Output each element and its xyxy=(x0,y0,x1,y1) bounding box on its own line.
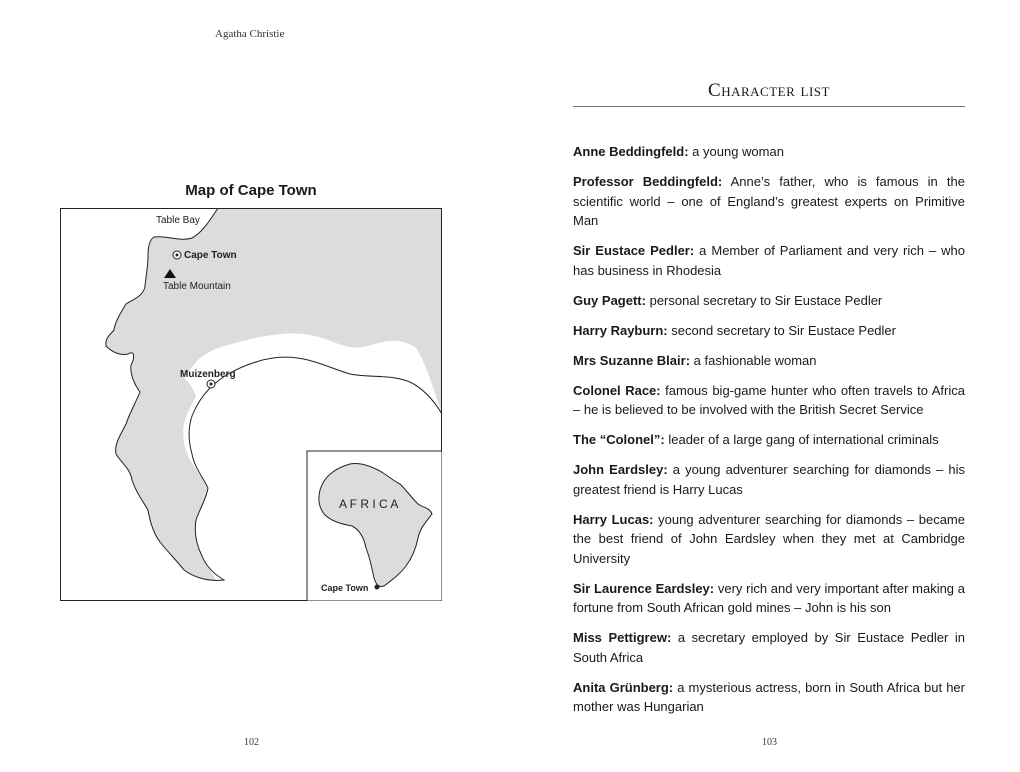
character-name: Miss Pettigrew: xyxy=(573,630,672,645)
character-description: a mysterious actress, born in South Africa but her mother was Hungarian xyxy=(573,679,965,714)
character-description: famous big-game hunter who often travels to Africa – he is believed to be involved with the British Secret Service xyxy=(573,382,965,417)
character-name: Guy Pagett: xyxy=(573,292,646,308)
inset-cape-town-marker xyxy=(375,585,380,590)
label-table-mountain: Table Mountain xyxy=(163,281,231,292)
character-name: Sir Laurence Eardsley: xyxy=(573,580,715,596)
label-cape-town: Cape Town xyxy=(184,250,237,261)
character-name: Professor Beddingfeld: xyxy=(573,174,723,189)
page-number-left: 102 xyxy=(244,737,259,748)
muizenberg-marker xyxy=(207,380,215,388)
character-name: Sir Eustace Pedler: xyxy=(573,243,695,258)
character-description: a young adventurer searching for diamonds – his greatest friend is Harry Lucas xyxy=(573,462,965,497)
character-entry xyxy=(573,321,965,341)
character-entry xyxy=(573,628,965,667)
character-name: Anita Grünberg: xyxy=(573,679,674,695)
character-name: Mrs Suzanne Blair: xyxy=(573,352,691,368)
character-name: The “Colonel”: xyxy=(573,432,665,447)
character-entry xyxy=(573,579,965,618)
character-entry xyxy=(573,460,965,499)
character-entry xyxy=(573,678,965,717)
character-name: Anne Beddingfeld: xyxy=(573,144,689,159)
character-entry xyxy=(573,291,965,311)
title-rule xyxy=(573,106,965,107)
character-name: Colonel Race: xyxy=(573,382,661,398)
character-entry xyxy=(573,381,965,420)
cape-town-marker xyxy=(173,251,181,259)
page-number-right: 103 xyxy=(762,737,777,748)
character-name: Harry Rayburn: xyxy=(573,322,668,338)
character-name: John Eardsley: xyxy=(573,462,668,477)
character-entry xyxy=(573,241,965,280)
label-muizenberg: Muizenberg xyxy=(180,369,236,380)
character-description: personal secretary to Sir Eustace Pedler xyxy=(649,292,883,308)
character-entry xyxy=(573,510,965,569)
label-inset-cape-town: Cape Town xyxy=(321,583,369,593)
character-entry xyxy=(573,430,965,450)
character-list xyxy=(573,142,965,727)
character-name: Harry Lucas: xyxy=(573,511,654,527)
character-entry xyxy=(573,351,965,371)
character-entry xyxy=(573,142,965,162)
character-entry xyxy=(573,172,965,231)
character-description: a Member of Parliament and very rich – who has business in Rhodesia xyxy=(573,243,965,278)
character-description: a fashionable woman xyxy=(693,352,817,368)
character-description: Anne’s father, who is famous in the scientific world – one of England’s greatest experts on Primitive Man xyxy=(573,174,965,228)
map-title: Map of Cape Town xyxy=(185,182,317,199)
chapter-title: Character list xyxy=(708,80,830,101)
character-description: second secretary to Sir Eustace Pedler xyxy=(671,322,896,338)
character-description: a young woman xyxy=(692,144,784,159)
cape-town-map xyxy=(60,208,442,601)
character-description: very rich and very important after making a fortune from South African gold mines – John is his son xyxy=(573,580,965,615)
label-africa: A F R I C A xyxy=(339,497,399,511)
label-table-bay: Table Bay xyxy=(156,215,200,226)
character-description: a secretary employed by Sir Eustace Pedler in South Africa xyxy=(573,630,965,665)
running-head: Agatha Christie xyxy=(215,28,285,40)
character-description: young adventurer searching for diamonds – became the best friend of John Eardsley when they met at Cambridge University xyxy=(573,511,965,566)
character-description: leader of a large gang of international criminals xyxy=(668,432,939,447)
